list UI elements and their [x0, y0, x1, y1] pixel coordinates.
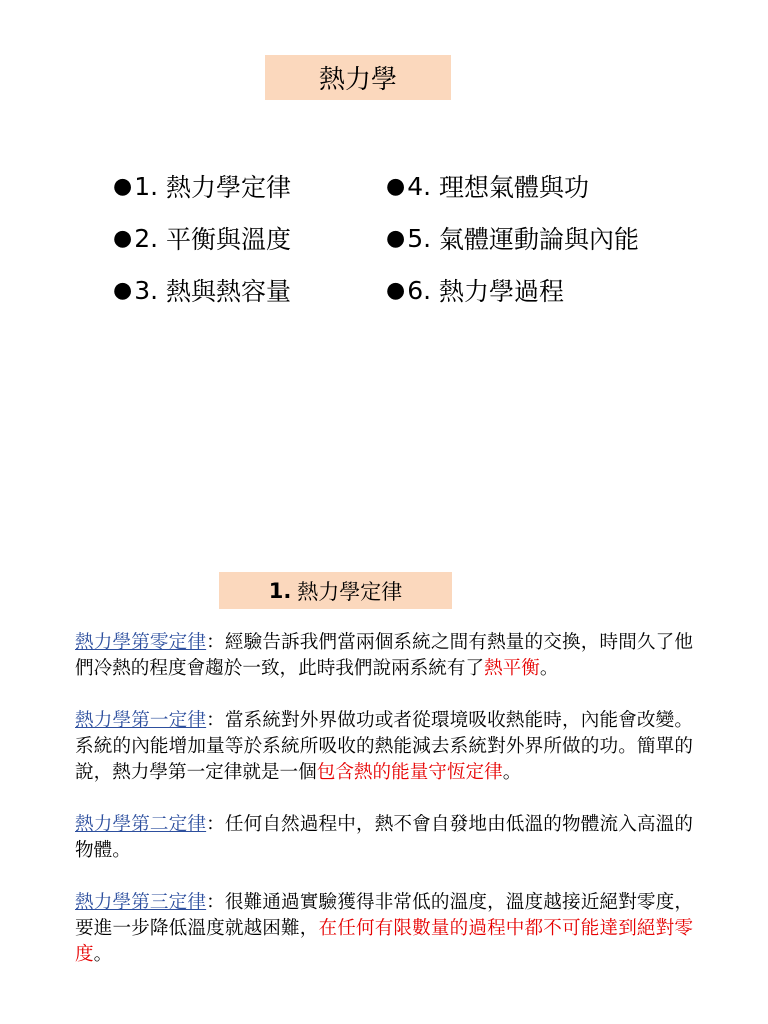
toc-column-left — [113, 160, 291, 316]
bullet-icon: ● — [113, 277, 133, 303]
law-paragraph-zeroth — [75, 630, 693, 682]
toc-item — [113, 212, 291, 264]
law-name-link[interactable]: 熱力學第二定律 — [75, 814, 207, 835]
section-number: 1. — [268, 578, 292, 603]
toc-item-number: 5. — [407, 223, 432, 253]
law-separator: ： — [206, 892, 225, 913]
toc-item-label: 熱與熱容量 — [166, 277, 292, 306]
law-name-link[interactable]: 熱力學第三定律 — [75, 892, 207, 913]
law-body: 很難通過實驗獲得非常低的溫度，溫度越接近絕對零度，要進一步降低溫度就越困難， — [75, 892, 693, 939]
law-separator: ： — [206, 632, 225, 653]
law-body: 任何自然過程中，熱不會自發地由低溫的物體流入高溫的物體。 — [75, 814, 693, 861]
toc-item-number: 1. — [134, 171, 159, 201]
law-end: 。 — [539, 658, 559, 679]
law-end: 。 — [502, 762, 522, 783]
law-body: 當系統對外界做功或者從環境吸收熱能時，內能會改變。系統的內能增加量等於系統所吸收的熱能減去系統對外界所做的功。簡單的說，熱力學第一定律就是一個 — [75, 710, 693, 783]
toc-item — [113, 160, 291, 212]
bullet-icon: ● — [113, 173, 133, 199]
toc-item-number: 2. — [134, 223, 159, 253]
law-name-link[interactable]: 熱力學第零定律 — [75, 632, 207, 653]
toc-item — [113, 264, 291, 316]
toc-item-number: 3. — [134, 275, 159, 305]
law-paragraph-third — [75, 890, 693, 968]
bullet-icon: ● — [386, 277, 406, 303]
law-end: 。 — [93, 944, 113, 965]
section-heading — [219, 572, 452, 609]
law-paragraph-second — [75, 812, 693, 864]
law-body: 經驗告訴我們當兩個系統之間有熱量的交換，時間久了他們冷熱的程度會趨於一致，此時我們說兩系統有了 — [75, 632, 693, 679]
toc-item-label: 平衡與溫度 — [166, 225, 292, 254]
bullet-icon: ● — [386, 225, 406, 251]
bullet-icon: ● — [113, 225, 133, 251]
toc-item-label: 熱力學過程 — [439, 277, 565, 306]
law-separator: ： — [206, 710, 225, 731]
law-highlight: 包含熱的能量守恆定律 — [316, 762, 503, 783]
law-highlight: 熱平衡 — [484, 658, 540, 679]
law-name-link[interactable]: 熱力學第一定律 — [75, 710, 207, 731]
law-paragraph-first — [75, 708, 693, 786]
laws-list — [75, 630, 693, 994]
toc-item-number: 4. — [407, 171, 432, 201]
toc-column-right — [386, 160, 639, 316]
page-title: 熱力學 — [265, 55, 451, 100]
toc-item-label: 熱力學定律 — [166, 173, 292, 202]
law-separator: ： — [206, 814, 225, 835]
bullet-icon: ● — [386, 173, 406, 199]
toc-item-label: 理想氣體與功 — [439, 173, 590, 202]
toc-item — [386, 160, 639, 212]
law-highlight: 在任何有限數量的過程中都不可能達到絕對零度 — [75, 918, 693, 965]
toc-item — [386, 212, 639, 264]
toc-item-number: 6. — [407, 275, 432, 305]
toc-item-label: 氣體運動論與內能 — [439, 225, 640, 254]
toc-item — [386, 264, 639, 316]
section-title: 熱力學定律 — [297, 579, 403, 604]
